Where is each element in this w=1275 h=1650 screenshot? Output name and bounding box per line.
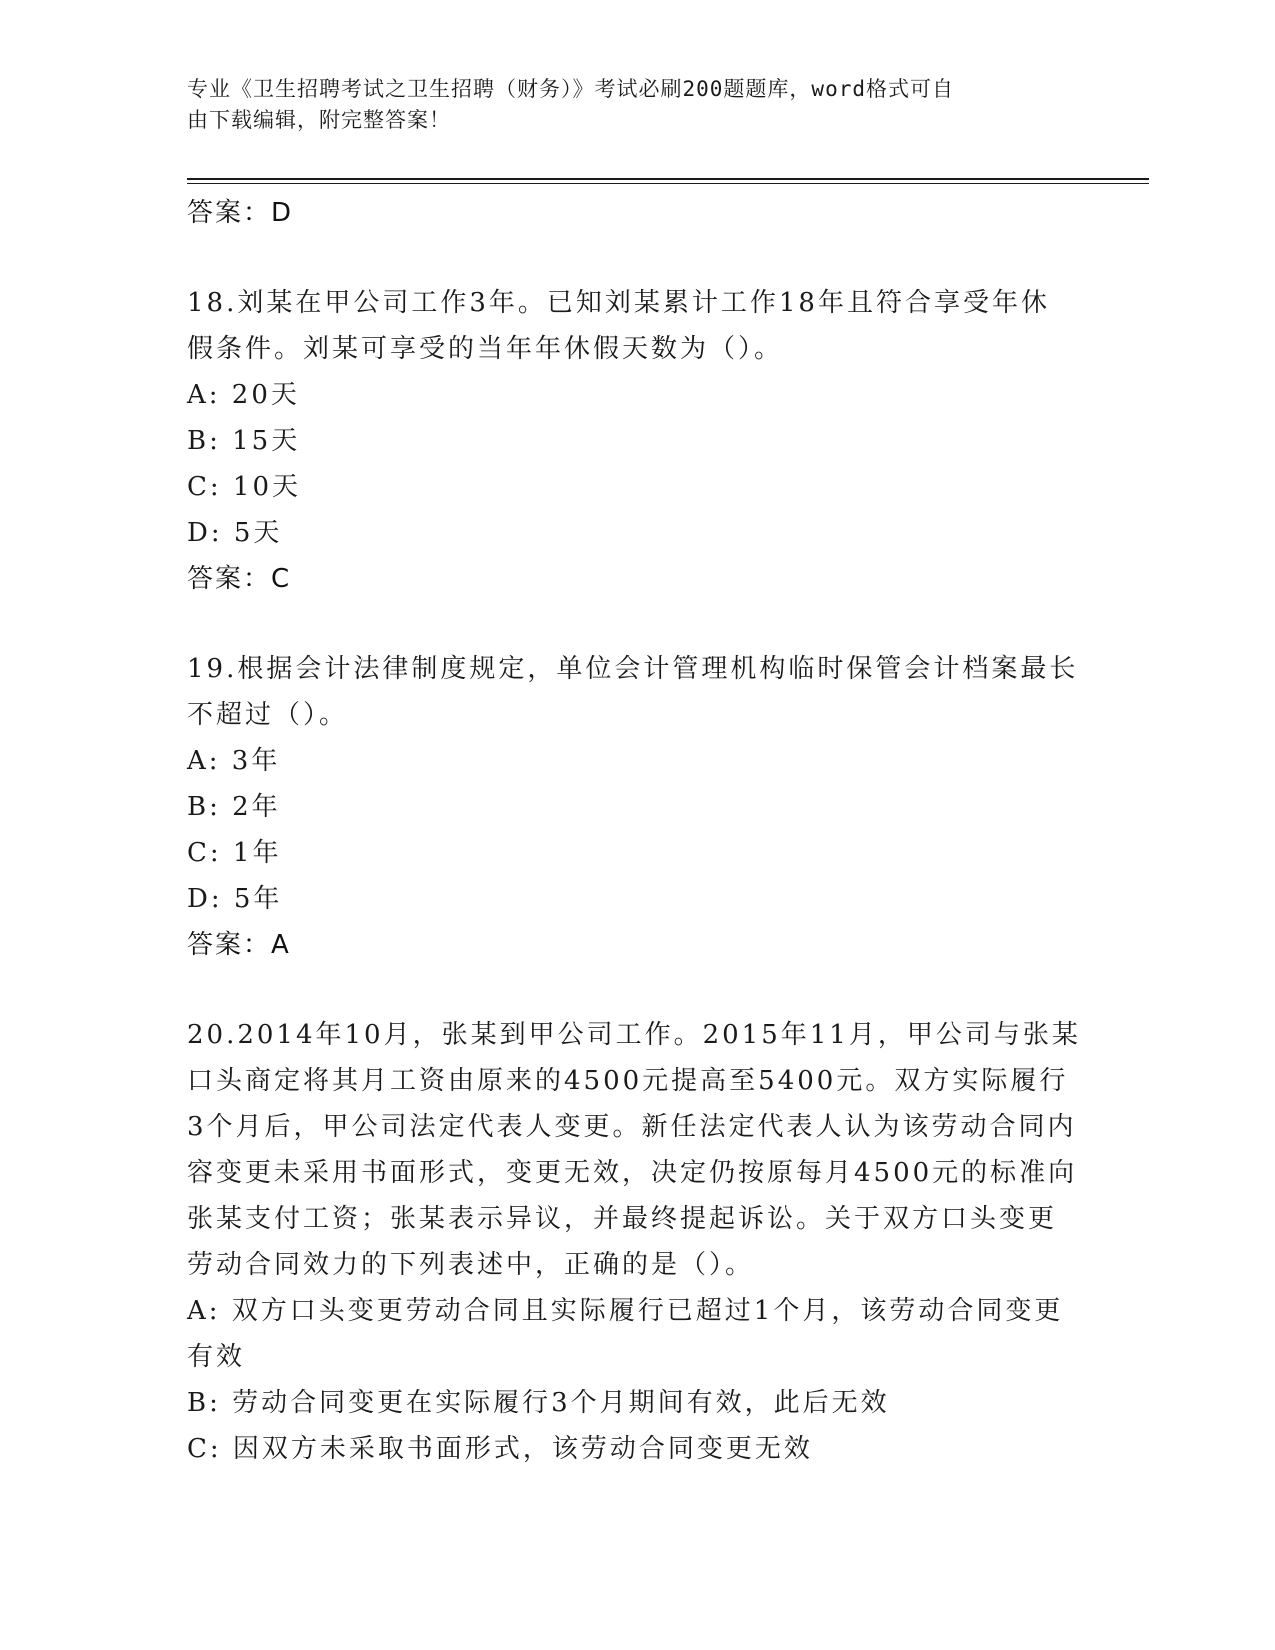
question-19: [187, 646, 1087, 968]
document-body: [187, 190, 1087, 1472]
option-a: A: 双方口头变更劳动合同且实际履行已超过1个月，该劳动合同变更: [187, 1296, 1064, 1326]
option-c: C: 因双方未采取书面形式，该劳动合同变更无效: [187, 1434, 813, 1464]
option-b: B: 15天: [187, 426, 301, 456]
option-d: D: 5天: [187, 518, 283, 548]
option-c: C: 10天: [187, 472, 302, 502]
answer-line: 答案：C: [187, 564, 292, 594]
question-stem-line: 18.刘某在甲公司工作3年。已知刘某累计工作18年且符合享受年休: [187, 288, 1050, 318]
spacer: [187, 236, 1087, 280]
question-stem-line: 19.根据会计法律制度规定，单位会计管理机构临时保管会计档案最长: [187, 654, 1079, 684]
answer-line: 答案：D: [187, 198, 294, 228]
option-d: D: 5年: [187, 884, 283, 914]
option-b: B: 劳动合同变更在实际履行3个月期间有效，此后无效: [187, 1388, 890, 1418]
option-a: A: 3年: [187, 746, 281, 776]
answer-line: 答案：A: [187, 930, 291, 960]
question-stem-line: 3个月后，甲公司法定代表人变更。新任法定代表人认为该劳动合同内: [187, 1112, 1077, 1142]
header-rule-thin: [187, 183, 1149, 184]
question-stem-line: 容变更未采用书面形式，变更无效，决定仍按原每月4500元的标准向: [187, 1158, 1078, 1188]
question-stem-line: 口头商定将其月工资由原来的4500元提高至5400元。双方实际履行: [187, 1066, 1069, 1096]
question-stem-line: 张某支付工资；张某表示异议，并最终提起诉讼。关于双方口头变更: [187, 1204, 1058, 1234]
page-header-note: [187, 74, 1067, 136]
header-rule-thick: [187, 178, 1149, 180]
question-18: [187, 280, 1087, 602]
option-c: C: 1年: [187, 838, 282, 868]
question-20: [187, 1012, 1087, 1472]
question-stem-line: 劳动合同效力的下列表述中，正确的是（）。: [187, 1250, 755, 1280]
header-line-1: 专业《卫生招聘考试之卫生招聘（财务）》考试必刷200题题库，word格式可自: [187, 77, 954, 101]
question-stem-line: 20.2014年10月，张某到甲公司工作。2015年11月，甲公司与张某: [187, 1020, 1081, 1050]
spacer: [187, 602, 1087, 646]
option-a-continued: 有效: [187, 1342, 246, 1372]
option-a: A: 20天: [187, 380, 300, 410]
spacer: [187, 968, 1087, 1012]
header-line-2: 由下载编辑，附完整答案！: [187, 108, 451, 132]
question-stem-line: 不超过（）。: [187, 700, 349, 730]
question-stem-line: 假条件。刘某可享受的当年年休假天数为（）。: [187, 334, 784, 364]
option-b: B: 2年: [187, 792, 281, 822]
